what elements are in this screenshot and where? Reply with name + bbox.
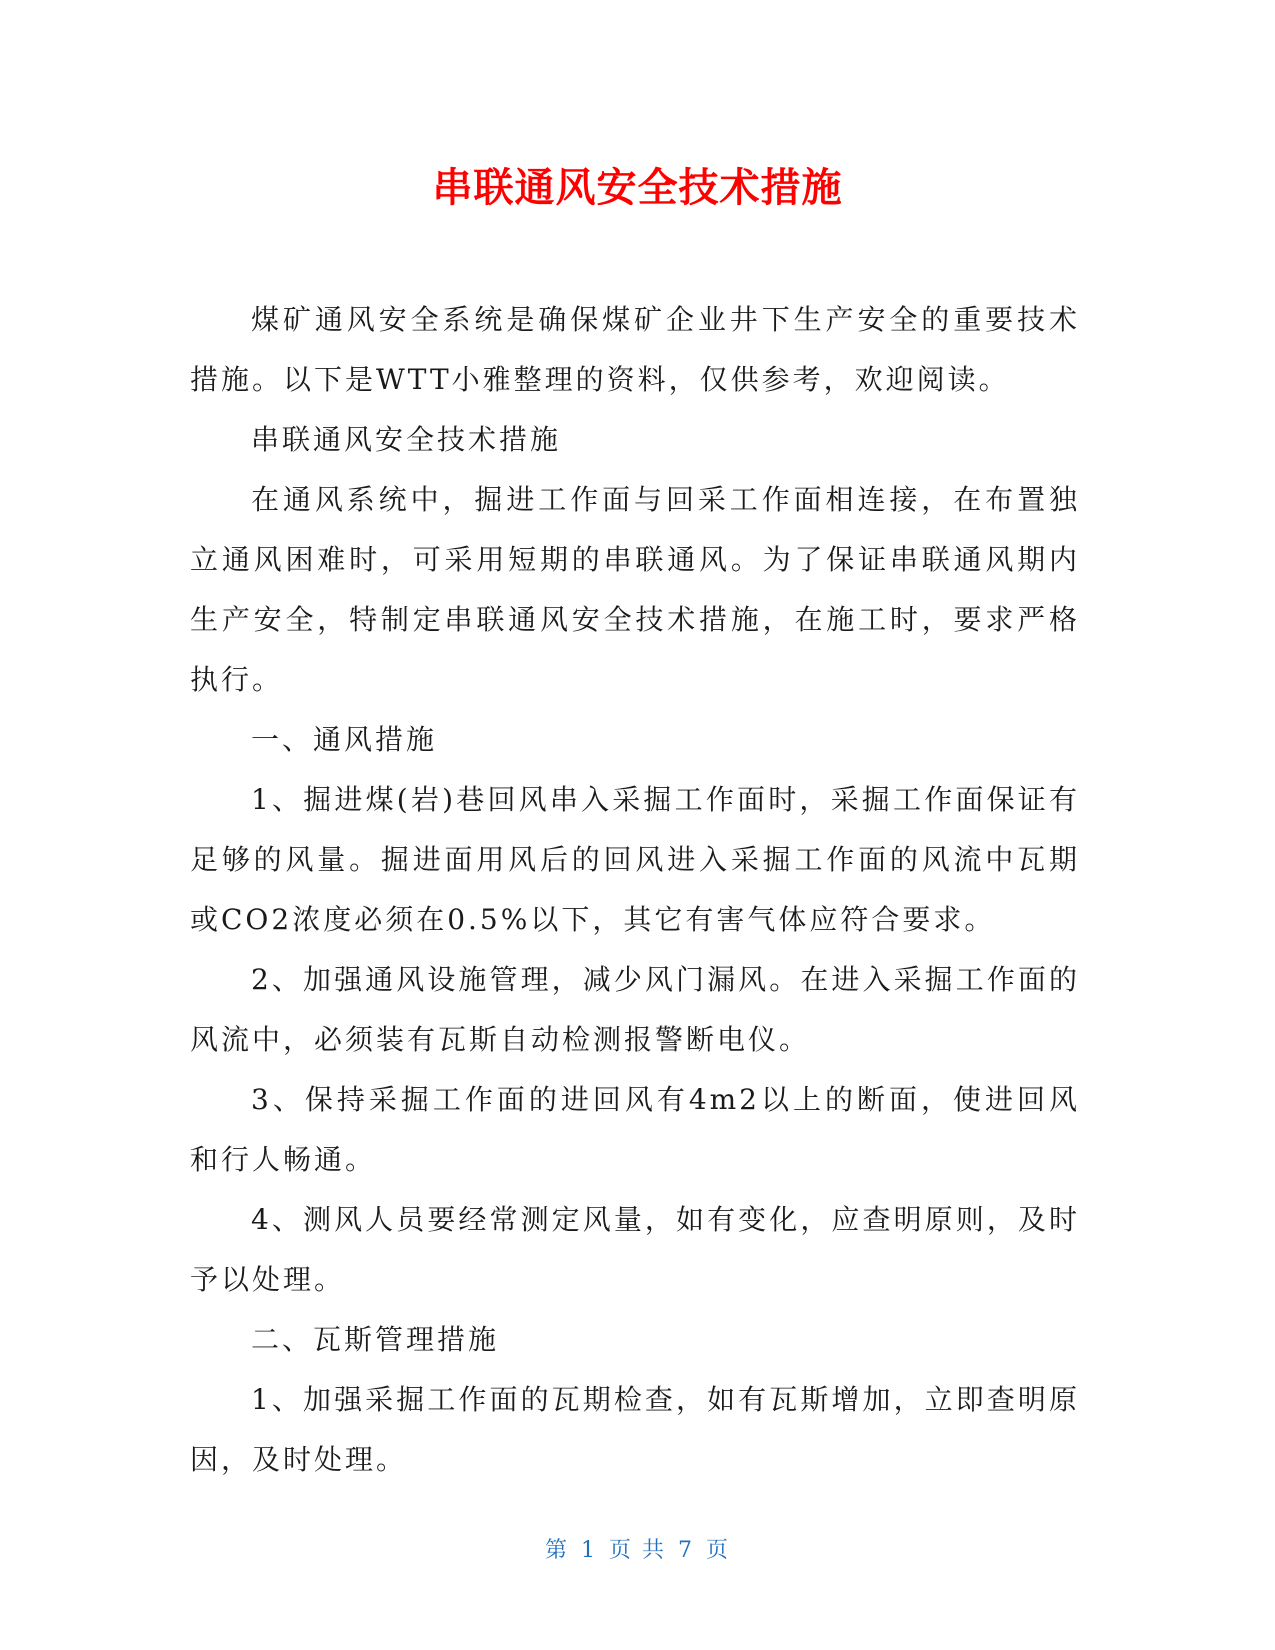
footer-prefix: 第	[544, 1538, 569, 1563]
paragraph-intro: 煤矿通风安全系统是确保煤矿企业井下生产安全的重要技术措施。以下是WTT小雅整理的资料，仅供参考，欢迎阅读。	[190, 303, 1080, 396]
list-item: 3、保持采掘工作面的进回风有4m2以上的断面，使进回风和行人畅通。	[190, 1083, 1080, 1176]
list-item: 2、加强通风设施管理，减少风门漏风。在进入采掘工作面的风流中，必须装有瓦斯自动检测报警断电仪。	[190, 963, 1080, 1056]
footer-suffix: 页	[706, 1538, 731, 1563]
paragraph-subtitle: 串联通风安全技术措施	[251, 423, 562, 456]
document-title: 串联通风安全技术措施	[432, 165, 843, 211]
footer-middle: 页 共	[609, 1538, 666, 1563]
list-item: 1、加强采掘工作面的瓦期检查，如有瓦斯增加，立即查明原因，及时处理。	[190, 1383, 1080, 1476]
page-footer	[0, 1535, 1275, 1567]
document-body	[190, 290, 1080, 1490]
paragraph-background: 在通风系统中，掘进工作面与回采工作面相连接，在布置独立通风困难时，可采用短期的串联通风。为了保证串联通风期内生产安全，特制定串联通风安全技术措施，在施工时，要求严格执行。	[190, 483, 1080, 696]
footer-page-number: 1	[581, 1538, 597, 1563]
list-item: 4、测风人员要经常测定风量，如有变化，应查明原则，及时予以处理。	[190, 1203, 1080, 1296]
section-heading-ventilation: 一、通风措施	[251, 723, 438, 756]
footer-total-pages: 7	[678, 1538, 694, 1563]
list-item: 1、掘进煤(岩)巷回风串入采掘工作面时，采掘工作面保证有足够的风量。掘进面用风后的回风进入采掘工作面的风流中瓦期或CO2浓度必须在0.5%以下，其它有害气体应符合要求。	[190, 783, 1080, 936]
section-heading-gas: 二、瓦斯管理措施	[251, 1323, 500, 1356]
